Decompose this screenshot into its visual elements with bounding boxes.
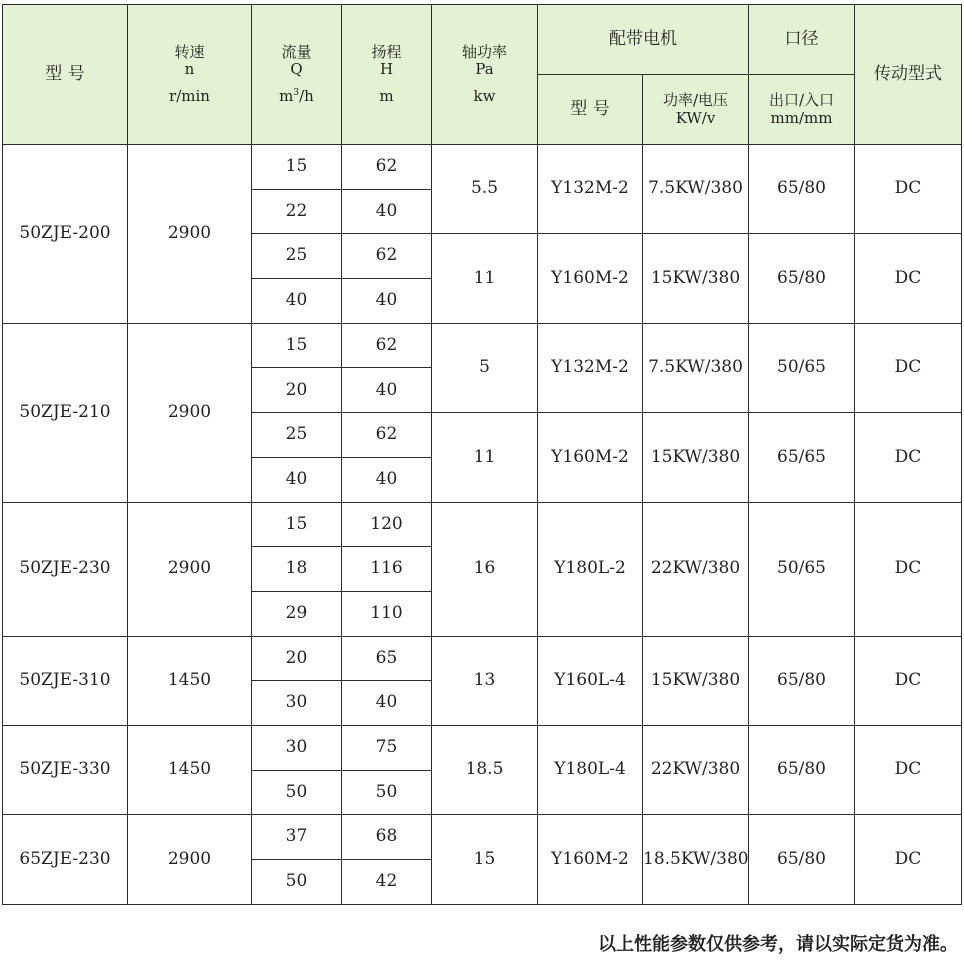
cell-power: 7.5KW/380 [643,145,749,234]
cell-motor: Y132M-2 [538,323,643,412]
cell-caliber: 65/80 [749,815,855,904]
pump-spec-table [2,4,962,905]
table-row [3,725,962,770]
col-flow: 流量 Q $m^3/h$ [252,5,342,145]
col-group-caliber: 口径 [749,5,855,75]
cell-flow: 37 [252,815,342,860]
cell-drive: DC [855,323,962,412]
cell-shaft: 5.5 [432,145,538,234]
col-drive: 传动型式 [855,5,962,145]
cell-power: 22KW/380 [643,502,749,636]
cell-flow: 40 [252,457,342,502]
cell-shaft: 16 [432,502,538,636]
footnote: 以上性能参数仅供参考，请以实际定货为准。 [598,934,958,955]
cell-motor: Y160L-4 [538,636,643,725]
cell-caliber: 65/80 [749,725,855,814]
cell-flow: 15 [252,502,342,547]
table-row [3,323,962,368]
cell-head: 40 [342,279,432,324]
cell-head: 40 [342,189,432,234]
col-model: 型 号 [3,5,128,145]
cell-flow: 15 [252,145,342,190]
cell-head: 40 [342,681,432,726]
cell-flow: 25 [252,234,342,279]
cell-power: 18.5KW/380 [643,815,749,904]
cell-speed: 2900 [128,815,252,904]
cell-flow: 30 [252,681,342,726]
cell-head: 40 [342,368,432,413]
cell-model: 50ZJE-330 [3,725,128,814]
cell-flow: 25 [252,413,342,458]
col-head: 扬程 H m [342,5,432,145]
col-motor-model: 型 号 [538,75,643,145]
cell-caliber: 65/80 [749,636,855,725]
table-body [3,145,962,905]
cell-motor: Y160M-2 [538,815,643,904]
cell-power: 22KW/380 [643,725,749,814]
cell-caliber: 65/80 [749,145,855,234]
cell-head: 42 [342,860,432,905]
cell-head: 68 [342,815,432,860]
cell-drive: DC [855,502,962,636]
cell-flow: 15 [252,323,342,368]
col-group-motor: 配带电机 [538,5,749,75]
cell-caliber: 65/80 [749,234,855,323]
table-header [3,5,962,145]
cell-model: 50ZJE-210 [3,323,128,502]
cell-drive: DC [855,234,962,323]
cell-caliber: 65/65 [749,413,855,502]
col-caliber: 出口/入口 mm/mm [749,75,855,145]
cell-power: 15KW/380 [643,234,749,323]
cell-flow: 22 [252,189,342,234]
cell-speed: 1450 [128,725,252,814]
table-row [3,145,962,190]
cell-model: 50ZJE-200 [3,145,128,324]
cell-flow: 29 [252,591,342,636]
cell-flow: 40 [252,279,342,324]
cell-model: 50ZJE-230 [3,502,128,636]
cell-speed: 1450 [128,636,252,725]
cell-drive: DC [855,725,962,814]
cell-flow: 30 [252,725,342,770]
cell-head: 62 [342,323,432,368]
cell-speed: 2900 [128,323,252,502]
cell-power: 7.5KW/380 [643,323,749,412]
table-row [3,502,962,547]
cell-head: 116 [342,547,432,592]
cell-shaft: 18.5 [432,725,538,814]
cell-power: 15KW/380 [643,636,749,725]
cell-motor: Y180L-2 [538,502,643,636]
cell-speed: 2900 [128,145,252,324]
cell-motor: Y160M-2 [538,413,643,502]
cell-flow: 50 [252,770,342,815]
cell-flow: 18 [252,547,342,592]
cell-drive: DC [855,815,962,904]
cell-head: 40 [342,457,432,502]
col-motor-power: 功率/电压 KW/v [643,75,749,145]
cell-motor: Y160M-2 [538,234,643,323]
cell-head: 65 [342,636,432,681]
cell-shaft: 13 [432,636,538,725]
cell-motor: Y180L-4 [538,725,643,814]
cell-shaft: 15 [432,815,538,904]
cell-flow: 20 [252,368,342,413]
cell-head: 62 [342,234,432,279]
cell-caliber: 50/65 [749,502,855,636]
cell-drive: DC [855,413,962,502]
cell-drive: DC [855,145,962,234]
col-speed: 转速 n r/min [128,5,252,145]
cell-shaft: 5 [432,323,538,412]
table-row [3,815,962,860]
cell-shaft: 11 [432,413,538,502]
cell-model: 65ZJE-230 [3,815,128,904]
cell-speed: 2900 [128,502,252,636]
cell-head: 50 [342,770,432,815]
cell-drive: DC [855,636,962,725]
cell-flow: 50 [252,860,342,905]
cell-model: 50ZJE-310 [3,636,128,725]
cell-caliber: 50/65 [749,323,855,412]
col-shaft-power: 轴功率 Pa kw [432,5,538,145]
cell-shaft: 11 [432,234,538,323]
cell-head: 120 [342,502,432,547]
table-row [3,636,962,681]
cell-flow: 20 [252,636,342,681]
cell-head: 75 [342,725,432,770]
cell-motor: Y132M-2 [538,145,643,234]
cell-power: 15KW/380 [643,413,749,502]
cell-head: 110 [342,591,432,636]
cell-head: 62 [342,413,432,458]
cell-head: 62 [342,145,432,190]
